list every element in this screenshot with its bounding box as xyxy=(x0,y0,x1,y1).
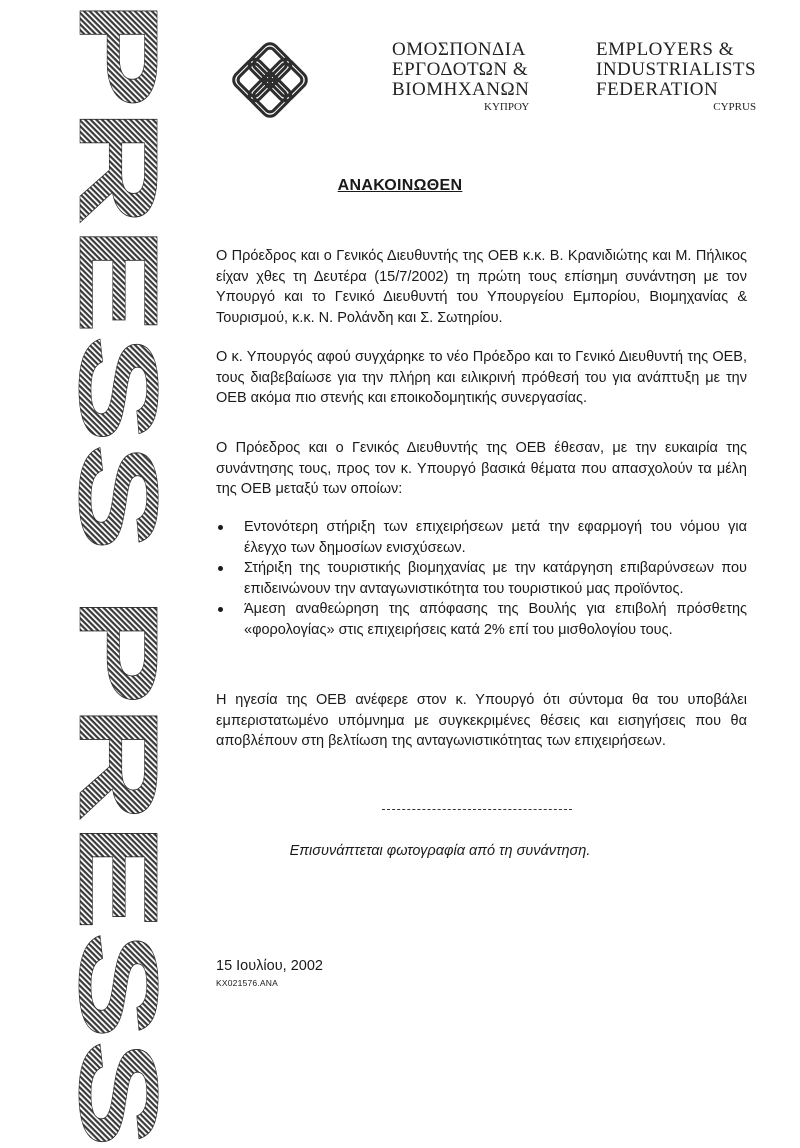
org-name-english-line: INDUSTRIALISTS xyxy=(596,59,757,80)
bullet-dot-icon xyxy=(218,607,223,612)
bullet-dot-icon xyxy=(218,566,223,571)
body-paragraph: Ο κ. Υπουργός αφού συγχάρηκε το νέο Πρόεδρο και το Γενικό Διευθυντή της ΟΕΒ, τους διαβεβαίωσε για την πλήρη και ειλικρινή πρόθεσή του για ανάπτυξη με την ΟΕΒ ακόμα πιο στενής και εποικοδομητικής συνεργασίας. xyxy=(216,349,747,406)
issues-bullet-list xyxy=(216,517,747,640)
org-name-greek xyxy=(392,40,529,113)
body-paragraph: Η ηγεσία της ΟΕΒ ανέφερε στον κ. Υπουργό ότι σύντομα θα του υποβάλει εμπεριστατωμένο υπόμνημα με συγκεκριμένες θέσεις και εισηγήσεις που θα αποβλέπουν στη βελτίωση της ανταγωνιστικότητας των επιχειρήσεων. xyxy=(216,692,747,749)
bullet-item xyxy=(216,599,747,640)
body-paragraph: Ο Πρόεδρος και ο Γενικός Διευθυντής της ΟΕΒ έθεσαν, με την ευκαιρία της συνάντησης τους, προς τον κ. Υπουργό βασικά θέματα που απασχολούν τα μέλη της ΟΕΒ μεταξύ των οποίων: xyxy=(216,440,747,497)
document-date: 15 Ιουλίου, 2002 xyxy=(216,958,323,974)
body-paragraph: Ο Πρόεδρος και ο Γενικός Διευθυντής της ΟΕΒ κ.κ. Β. Κρανιδιώτης και Μ. Πήλικος είχαν χθες τη Δευτέρα (15/7/2002) τη πρώτη τους επίσημη συνάντηση με τον Υπουργό και το Γενικό Διευθυντή του Υπουργείου Εμπορίου, Βιομηχανίας & Τουρισμού, κ.κ. Ν. Ρολάνδη και Σ. Σωτηρίου. xyxy=(216,248,747,326)
section-divider xyxy=(382,809,572,810)
org-country-greek: ΚΥΠΡΟΥ xyxy=(484,101,530,113)
bullet-item xyxy=(216,517,747,558)
bullet-text: Άμεση αναθεώρηση της απόφασης της Βουλής για επιβολή πρόσθετης «φορολογίας» στις επιχειρήσεις κατά 2% επί του μισθολογίου τους. xyxy=(244,601,747,638)
federation-logo xyxy=(216,26,324,134)
side-brand-band xyxy=(0,0,181,1148)
org-name-english-line: EMPLOYERS & xyxy=(596,39,734,60)
org-name-english xyxy=(596,40,756,113)
org-name-english-line: FEDERATION xyxy=(596,79,719,100)
press-watermark-graphic xyxy=(0,0,181,1148)
org-country-english: CYPRUS xyxy=(713,101,757,113)
press-band-text: PRESS PRESS xyxy=(56,0,181,791)
bullet-text: Εντονότερη στήριξη των επιχειρήσεων μετά την εφαρμογή του νόμου για έλεγχο των δημοσίων ενισχύσεων. xyxy=(244,519,747,556)
document-title: ΑΝΑΚΟΙΝΩΘΕΝ xyxy=(337,177,463,194)
org-name-greek-line: ΒΙΟΜΗΧΑΝΩΝ xyxy=(392,79,530,100)
bullet-text: Στήριξη της τουριστικής βιομηχανίας με την κατάργηση επιβαρύνσεων που επιδεινώνουν την ανταγωνιστικότητα του τουριστικού μας προϊόντος. xyxy=(244,560,747,597)
org-name-greek-line: ΕΡΓΟΔΟΤΩΝ & xyxy=(392,59,529,80)
document-reference-code: KX021576.ANA xyxy=(216,978,278,988)
bullet-dot-icon xyxy=(218,525,223,530)
interlocking-squares-logo-icon xyxy=(216,26,324,134)
org-name-greek-line: ΟΜΟΣΠΟΝΔΙΑ xyxy=(392,39,526,60)
attachment-note: Επισυνάπτεται φωτογραφία από τη συνάντηση. xyxy=(289,843,591,859)
bullet-item xyxy=(216,558,747,599)
